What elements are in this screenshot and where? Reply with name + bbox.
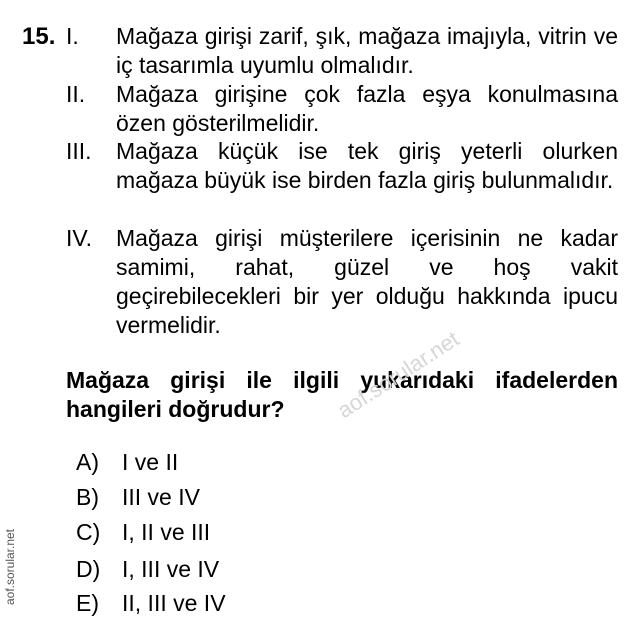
option-letter: B) — [76, 484, 99, 510]
option-letter: A) — [76, 449, 99, 475]
option-b[interactable] — [76, 483, 200, 512]
option-d[interactable] — [76, 555, 219, 584]
option-e[interactable] — [76, 589, 226, 618]
option-text: I ve II — [122, 449, 179, 475]
option-text: III ve IV — [122, 484, 200, 510]
statement-3 — [66, 137, 618, 195]
option-text: II, III ve IV — [122, 590, 226, 616]
option-letter: C) — [76, 519, 101, 545]
statement-1 — [66, 22, 618, 80]
statement-numeral: III. — [66, 138, 92, 164]
statement-text: Mağaza girişine çok fazla eşya konulmasına özen gösterilmelidir. — [116, 81, 618, 136]
statement-text: Mağaza girişi müşterilere içerisinin ne kadar samimi, rahat, güzel ve hoş vakit geçirebilecekleri bir yer olduğu hakkında ipucu vermelidir. — [116, 225, 618, 338]
statement-numeral: II. — [66, 81, 86, 107]
option-text: I, II ve III — [122, 519, 211, 545]
option-c[interactable] — [76, 518, 210, 547]
statement-2 — [66, 80, 618, 138]
side-watermark: aof.sorular.net — [3, 528, 17, 606]
option-letter: E) — [76, 590, 99, 616]
statement-numeral: IV. — [66, 225, 93, 251]
option-text: I, III ve IV — [122, 556, 220, 582]
question-number: 15. — [22, 23, 56, 50]
diagonal-watermark: aof.sorular.net — [332, 326, 464, 424]
option-a[interactable] — [76, 448, 178, 477]
statement-text: Mağaza girişi zarif, şık, mağaza imajıyla, vitrin ve iç tasarımla uyumlu olmalıdır. — [116, 23, 618, 78]
option-letter: D) — [76, 556, 101, 582]
statement-numeral: I. — [66, 23, 79, 49]
statement-text: Mağaza küçük ise tek giriş yeterli olurken mağaza büyük ise birden fazla giriş bulunmalıdır. — [116, 138, 618, 193]
question-prompt: Mağaza girişi ile ilgili yukarıdaki ifadelerden hangileri doğrudur? — [66, 367, 618, 422]
statement-4 — [66, 224, 618, 340]
